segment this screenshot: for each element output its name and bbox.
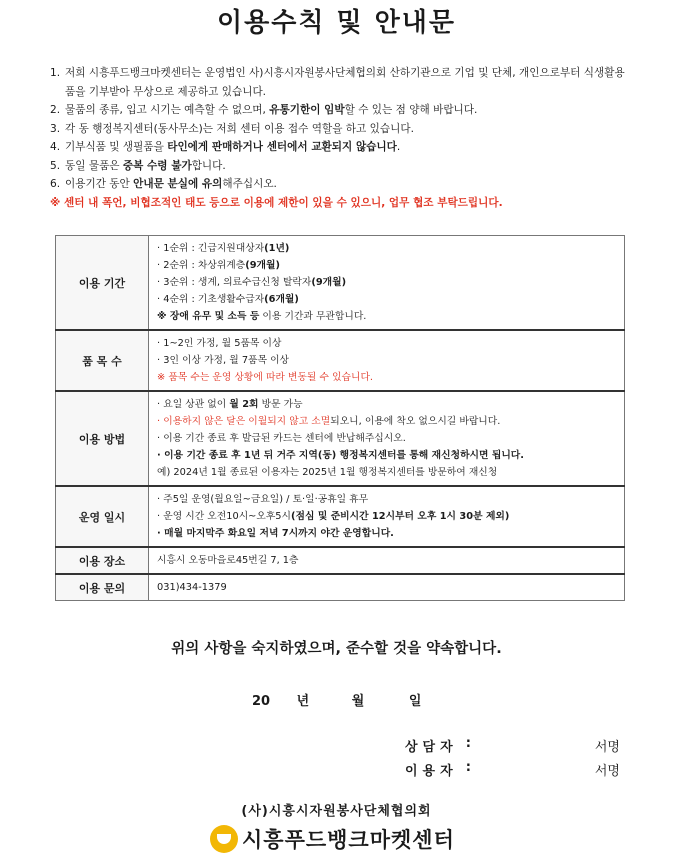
rule-text <box>65 120 630 139</box>
row-content <box>149 236 625 331</box>
rule-text <box>65 101 630 120</box>
page-title: 이용수칙 및 안내문 <box>216 8 457 38</box>
content-line <box>157 430 616 447</box>
text-run: 동일 물품은 <box>65 159 123 172</box>
rule-text <box>65 138 630 157</box>
signature-field: 서명 <box>594 764 620 779</box>
table-row <box>56 547 625 574</box>
text-run: (6개월) <box>264 294 299 305</box>
text-run: 해주십시오. <box>222 178 277 190</box>
rules-list <box>50 64 630 212</box>
date-day-label: 일 <box>408 694 422 709</box>
signature-label: 상담자 <box>405 740 458 755</box>
row-label: 품 목 수 <box>56 330 149 391</box>
content-line <box>157 491 616 508</box>
content-line <box>157 413 616 430</box>
rule-number: 3. <box>50 122 61 135</box>
text-run: 이용기간 동안 <box>65 178 134 190</box>
warning-notice: ※ 센터 내 폭언, 비협조적인 태도 등으로 이용에 제한이 있을 수 있으니, 업무 협조 부탁드립니다. <box>50 196 503 209</box>
content-line <box>157 274 616 291</box>
text-run: 031)434-1379 <box>157 582 227 593</box>
text-run: · 3순위 : 생계, 의료수급신청 탈락자 <box>157 277 312 288</box>
rule-number: 5. <box>50 159 61 172</box>
text-run: 안내문 분실에 유의 <box>133 178 223 190</box>
rule-item <box>50 157 630 176</box>
text-run: ※ 품목 수는 운영 상황에 따라 변동될 수 있습니다. <box>157 372 374 383</box>
content-line <box>157 257 616 274</box>
text-run: 이용 기간과 무관합니다. <box>259 311 367 322</box>
date-year: 20 <box>252 694 271 709</box>
text-run: 합니다. <box>191 159 226 172</box>
table-row <box>56 330 625 391</box>
signature-user <box>405 760 620 779</box>
text-run: (1년) <box>264 243 290 254</box>
text-run: 물품의 종류, 입고 시기는 예측할 수 없으며, <box>65 104 270 116</box>
content-line <box>157 579 616 596</box>
signature-field: 서명 <box>594 740 620 755</box>
rule-text <box>65 157 630 176</box>
row-label: 운영 일시 <box>56 486 149 547</box>
rule-item <box>50 138 630 157</box>
text-run: 저희 시흥푸드뱅크마켓센터는 운영법인 사)시흥시자원봉사단체협의회 산하기관으로 기업 및 단체, 개인으로부터 식생활용품을 기부받아 무상으로 제공하고 있습니다. <box>65 67 625 98</box>
text-run: 기부식품 및 생필품을 <box>65 141 168 153</box>
text-run: · 3인 이상 가정, 월 7품목 이상 <box>157 355 290 366</box>
text-run: · 4순위 : 기초생활수급자 <box>157 294 265 305</box>
row-content <box>149 330 625 391</box>
text-run: · 요일 상관 없이 <box>157 399 230 410</box>
text-run: (점심 및 준비시간 12시부터 오후 1시 30분 제외) <box>291 511 510 522</box>
text-run: · 2순위 : 차상위계층 <box>157 260 246 271</box>
row-label: 이용 방법 <box>56 391 149 486</box>
text-run: 유통기한이 임박 <box>269 104 345 116</box>
center-name: 시흥푸드뱅크마켓센터 <box>242 828 455 852</box>
text-run: · 이용하지 않은 달은 이월되지 않고 소멸 <box>157 416 331 427</box>
text-run: · 운영 시간 오전10시~오후5시 <box>157 511 292 522</box>
text-run: (9개월) <box>311 277 347 288</box>
content-line <box>157 552 616 569</box>
content-line <box>157 335 616 352</box>
text-run: ※ 장애 유무 및 소득 등 <box>157 311 260 322</box>
row-label: 이용 문의 <box>56 574 149 601</box>
organization-name: (사)시흥시자원봉사단체협의회 <box>241 804 432 819</box>
row-content <box>149 547 625 574</box>
content-line <box>157 240 616 257</box>
row-label: 이용 기간 <box>56 236 149 331</box>
signature-counselor <box>405 736 620 755</box>
signature-label: 이용자 <box>405 764 458 779</box>
date-year-label: 년 <box>296 694 310 709</box>
info-table <box>55 235 625 601</box>
text-run: 할 수 있는 점 양해 바랍니다. <box>344 104 478 116</box>
content-line <box>157 308 616 325</box>
rule-number: 6. <box>50 178 61 190</box>
text-run: · 1~2인 가정, 월 5품목 이상 <box>157 338 282 349</box>
text-run: 중복 수령 불가 <box>122 159 192 172</box>
content-line <box>157 396 616 413</box>
content-line <box>157 369 616 386</box>
table-row <box>56 574 625 601</box>
smile-logo-icon <box>210 825 238 853</box>
content-line <box>157 508 616 525</box>
content-line <box>157 464 616 481</box>
text-run: 시흥시 오동마을로45번길 7, 1층 <box>157 555 299 566</box>
rule-item <box>50 120 630 139</box>
content-line <box>157 447 616 464</box>
center-logo <box>210 822 455 856</box>
table-row <box>56 391 625 486</box>
content-line <box>157 525 616 542</box>
text-run: 되오니, 이용에 착오 없으시길 바랍니다. <box>330 416 501 427</box>
rule-item <box>50 175 630 194</box>
text-run: · 이용 기간 종료 후 1년 뒤 거주 지역(동) 행정복지센터를 통해 재신청하시면 됩니다. <box>157 450 524 461</box>
table-row <box>56 236 625 331</box>
rule-number: 4. <box>50 141 61 153</box>
text-run: 월 2회 <box>229 399 259 410</box>
row-content <box>149 391 625 486</box>
content-line <box>157 352 616 369</box>
text-run: 각 동 행정복지센터(동사무소)는 저희 센터 이용 접수 역할을 하고 있습니다. <box>65 122 414 135</box>
rule-number: 1. <box>50 67 61 79</box>
table-row <box>56 486 625 547</box>
row-content <box>149 574 625 601</box>
text-run: · 이용 기간 종료 후 발급된 카드는 센터에 반납해주십시오. <box>157 433 406 444</box>
rule-text <box>65 64 630 101</box>
text-run: · 1순위 : 긴급지원대상자 <box>157 243 265 254</box>
rule-text <box>65 175 630 194</box>
rule-number: 2. <box>50 104 61 116</box>
signature-colon: : <box>465 760 471 775</box>
date-line <box>252 690 421 709</box>
text-run: . <box>396 141 401 153</box>
text-run: · 주5일 운영(월요일~금요일) / 토·일·공휴일 휴무 <box>157 494 369 505</box>
text-run: (9개월) <box>245 260 280 271</box>
text-run: 방문 가능 <box>258 399 303 410</box>
row-content <box>149 486 625 547</box>
content-line <box>157 291 616 308</box>
text-run: 예) 2024년 1월 종료된 이용자는 2025년 1월 행정복지센터를 방문하여 재신청 <box>157 467 498 478</box>
signature-colon: : <box>465 736 471 751</box>
date-month-label: 월 <box>351 694 365 709</box>
row-label: 이용 장소 <box>56 547 149 574</box>
pledge-statement: 위의 사항을 숙지하였으며, 준수할 것을 약속합니다. <box>171 641 502 657</box>
rule-item <box>50 64 630 101</box>
text-run: 타인에게 판매하거나 센터에서 교환되지 않습니다 <box>167 141 397 153</box>
rule-item <box>50 101 630 120</box>
text-run: · 매월 마지막주 화요일 저녁 7시까지 야간 운영합니다. <box>157 528 394 539</box>
